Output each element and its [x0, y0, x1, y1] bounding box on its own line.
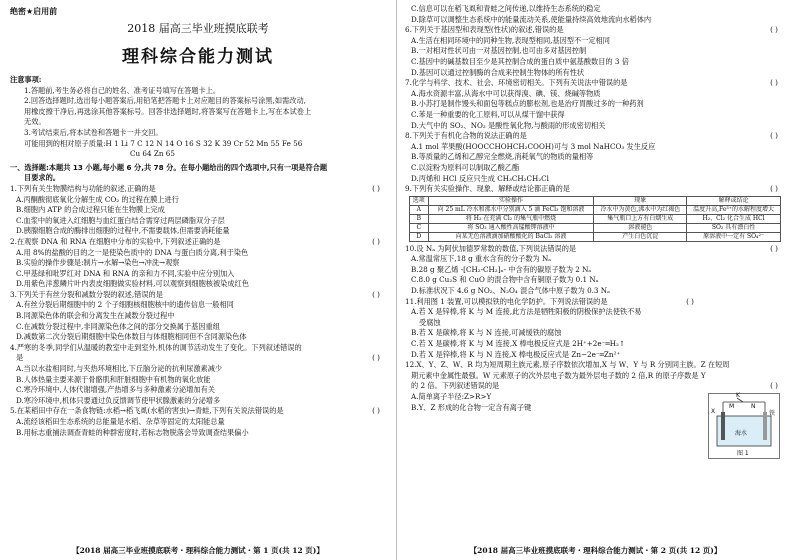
option: C.血浆中的氧进入红细胞与血红蛋白结合需穿过两层磷脂双分子层: [16, 215, 225, 225]
section-heading-cont: 目要求的。: [24, 173, 60, 183]
option: A.1 mol 苹果酸(HOOCCHOHCH₂COOH)可与 3 mol NaHCO₃ 发生反应: [411, 141, 656, 151]
table-cell: D: [410, 232, 429, 241]
paper-title: 理科综合能力测试: [122, 47, 274, 67]
electrode-label-fe: 铁: [769, 410, 776, 417]
option: C.基因中的碱基数目至少是其控制合成的蛋白质中氨基酸数目的 3 倍: [411, 56, 629, 66]
option: 是: [16, 353, 24, 363]
question-stem: 9.下列有关实验操作、现象、解释或结论都正确的是: [405, 184, 570, 194]
question-9: [405, 184, 784, 242]
option: B.同源染色体的联会和分离发生在减数分裂过程中: [16, 311, 175, 321]
option: D.基因可以通过控制酶的合成来控制生物体的所有性状: [411, 67, 585, 77]
option: B.小苏打是制作馒头和面包等糕点的膨松剂,也是治疗胃酸过多的一种药剂: [411, 99, 644, 109]
answer-paren: ( ): [770, 243, 778, 253]
option: A.若 X 是锌棒,将 K 与 M 连接,此方法是牺牲阳极的阴极保护法使铁不易: [411, 307, 642, 317]
question-11: [405, 297, 784, 361]
question-stem: 5.在某稻田中存在一条食物链:水稻→稻飞虱(水稻的害虫)→青蛙,下列有关说法错误的是: [10, 406, 284, 416]
option: B.28 g 聚乙烯 -[CH₂-CH₂]ₙ- 中含有的碳原子数为 2 Nₐ: [411, 264, 592, 274]
option: A.用 8%的盐酸的目的之一是使染色质中的 DNA 与蛋白质分离,利于染色: [16, 247, 249, 257]
question-stem: 10.设 Nₐ 为阿伏加德罗常数的数值,下列说法错误的是: [405, 243, 577, 253]
table-cell: 将 H₂ 在充满 Cl₂ 的集气瓶中燃烧: [428, 214, 594, 223]
option: C.8.0 g Cu₂S 和 CuO 的混合物中含有铜原子数为 0.1 Nₐ: [411, 275, 599, 285]
answer-paren: ( ): [372, 289, 380, 299]
option: B.用标志重捕法调查青蛙的种群密度时,若标志物脱落会导致调查结果偏小: [16, 427, 249, 437]
option: B.人体热量主要来源于骨骼肌和肝脏细胞中有机物的氧化放能: [16, 374, 211, 384]
table-cell: 产生白色沉淀: [594, 232, 687, 241]
question-stem: 2.在观察 DNA 和 RNA 在细胞中分布的实验中,下列叙述正确的是: [10, 236, 221, 246]
table-header: 现象: [594, 196, 687, 205]
option: D.标准状况下 4.6 g NO₂、N₂O₄ 混合气体中原子数为 0.3 Nₐ: [411, 286, 610, 296]
option: B.若 X 是碳棒,将 K 与 N 连接,可减缓铁的腐蚀: [411, 328, 562, 338]
option: C.在减数分裂过程中,非同源染色体之间的部分交换属于基因重组: [16, 321, 220, 331]
option: C.以淀粉为原料可以制取乙酸乙酯: [411, 162, 520, 172]
table-cell: B: [410, 214, 429, 223]
option: C.苯是一种重要的化工原料,可以从煤干馏中获得: [411, 109, 565, 119]
table-row: [410, 214, 781, 223]
option: B.实验的操作步骤是:制片→水解→染色→冲洗→观察: [16, 258, 180, 268]
option: C.信息可以在稻飞虱和青蛙之间传递,以维持生态系统的稳定: [411, 4, 601, 13]
table-cell: SO₂ 具有漂白性: [687, 223, 781, 232]
table-cell: 将 SO₂ 通入酸性高锰酸钾溶液中: [428, 223, 594, 232]
question-2: [10, 237, 386, 290]
electrode-label-x: X: [711, 408, 716, 415]
answer-paren: ( ): [770, 78, 778, 88]
option: D.减数第二次分裂后期细胞中染色体数目与体细胞相同但不含同源染色体: [16, 332, 247, 342]
question-stem: 7.化学与科学、技术、社会、环境密切相关。下列有关说法中错误的是: [405, 78, 628, 88]
answer-paren: ( ): [770, 184, 778, 194]
table-header: 实验操作: [428, 196, 594, 205]
option: C.甲基绿和吡罗红对 DNA 和 RNA 的亲和力不同,实验中应分别加入: [16, 268, 235, 278]
option: A.有丝分裂后期细胞中的 2 个子细胞核细胞核中的遗传信息一般相同: [16, 300, 234, 310]
atomic-mass-line: Cu 64 Zn 65: [130, 149, 175, 159]
table-cell: 向 25 mL 冷水和沸水中分别滴入 5 滴 FeCl₃ 饱和溶液: [428, 205, 594, 214]
secret-label: 绝密★启用前: [10, 7, 58, 16]
question-6: [405, 25, 784, 78]
experiment-table: [409, 196, 781, 242]
option: D.丙烯和 HCl 反应只生成 CH₃CH₂CH₂Cl: [411, 173, 549, 183]
option: C.寒冷环境中,人体代谢增强,产热增多与多种激素分泌增加有关: [16, 385, 215, 395]
question-4: [10, 343, 386, 407]
answer-paren: ( ): [372, 353, 380, 363]
question-stem: 6.下列关于基因型和表现型(性状)的叙述,错误的是: [405, 25, 564, 35]
notice-heading: 注意事项:: [10, 75, 42, 84]
exam-name: 2018 届高三毕业班摸底联考: [127, 22, 269, 35]
question-stem: 4.严寒的冬季,同学们从温暖的教室中走到室外,机体的调节活动发生了变化。下列叙述错误的: [10, 342, 302, 352]
atomic-mass-line: 可能用到的相对原子质量:H 1 Li 7 C 12 N 14 O 16 S 32 K 39 Cr 52 Mn 55 Fe 56: [24, 138, 303, 148]
terminal-label-m: M: [729, 403, 735, 410]
table-cell: 向某无色溶液滴加硝酸酸化的 BaCl₂ 溶液: [428, 232, 594, 241]
figure-1-electrolysis: [708, 393, 780, 459]
question-stem: 8.下列关于有机化合物的说法正确的是: [405, 131, 527, 141]
option: A.丙酮酸彻底氧化分解生成 CO₂ 的过程在膜上进行: [16, 194, 179, 204]
answer-paren: ( ): [372, 183, 380, 193]
question-stem-cont: 的 2 倍。下列叙述错误的是: [411, 381, 500, 391]
answer-paren: ( ): [372, 406, 380, 416]
option: D.寒冷环境中,机体只要通过负反馈调节使甲状腺激素的分泌增多: [16, 395, 221, 405]
question-3: [10, 290, 386, 343]
table-row: [410, 223, 781, 232]
electrolyte-label: 海水: [735, 430, 748, 437]
notice-line: 1.答题前,考生务必将自己的姓名、准考证号填写在答题卡上。: [24, 85, 221, 95]
option: A.常温常压下,18 g 重水含有的分子数为 Nₐ: [411, 254, 552, 264]
question-stem: 3.下列关于有丝分裂和减数分裂的叙述,错误的是: [10, 289, 163, 299]
section-heading: 一、选择题:本题共 13 小题,每小题 6 分,共 78 分。在每小题给出的四个选项中,只有一项是符合题: [10, 162, 328, 172]
option: A.当以水盐相同时,与夹热环境相比,下丘脑分泌的抗利尿激素减少: [16, 364, 223, 374]
question-stem-cont: 期元素中金属性最强。W 元素原子的次外层电子数为最外层电子数的 2 倍,R 的原子序数是 Y: [411, 370, 706, 380]
option: B.一对相对性状可由一对基因控制,也可由多对基因控制: [411, 46, 587, 56]
notice-line: 3.考试结束后,将本试卷和答题卡一并交回。: [24, 127, 163, 137]
table-cell: A: [410, 205, 429, 214]
notice-line: 2.回答选择题时,选出每小题答案后,用铅笔把答题卡上对应题目的答案标号涂黑,如需改动,: [24, 96, 306, 106]
option: D.用紫色洋葱鳞片叶内表皮细胞做实验材料,可以观察到细胞核被染成红色: [16, 279, 249, 289]
question-8: [405, 131, 784, 184]
switch-label-k: K: [736, 392, 740, 399]
answer-paren: ( ): [770, 131, 778, 141]
question-7: [405, 78, 784, 131]
notice-line: 无效。: [24, 117, 46, 127]
option: B.Y、Z 形成的化合物一定含有离子键: [411, 402, 532, 412]
option: D.大气中的 SO₂、NO₂ 是酸性氧化物,与酸雨的形成密切相关: [411, 120, 606, 130]
answer-paren: ( ): [372, 236, 380, 246]
page-footer: 【2018 届高三毕业班摸底联考・理科综合能力测试・第 1 页(共 12 页)】: [72, 546, 324, 555]
option: A.流经该稻田生态系统的总能量是水稻、杂草等固定的太阳能总量: [16, 417, 225, 426]
figure-caption: 图 1: [737, 450, 749, 457]
answer-paren: ( ): [770, 381, 778, 391]
answer-paren: ( ): [686, 296, 694, 306]
option: D.胰腺细胞合成的酶排出细胞的过程中,不需要载体,但需要消耗能量: [16, 226, 230, 236]
table-cell: 溶液褪色: [594, 223, 687, 232]
question-1: [10, 184, 386, 237]
option: C.若 X 是碳棒,将 K 与 M 连接,X 棒电极反应式是 2H⁺+2e⁻═H₂↑: [411, 339, 625, 349]
table-cell: 集气瓶口上方有白烟生成: [594, 214, 687, 223]
table-cell: C: [410, 223, 429, 232]
table-header-row: [410, 196, 781, 205]
question-5: [10, 406, 386, 438]
option: B.细胞内 ATP 的合成过程只能在生物膜上完成: [16, 205, 165, 215]
table-cell: H₂、Cl₂ 化合生成 HCl: [687, 214, 781, 223]
question-stem: 1.下列有关生物膜结构与功能的叙述,正确的是: [10, 183, 156, 193]
table-header: 解释或结论: [687, 196, 781, 205]
question-stem: 12.X、Y、Z、W、R 均为短周期主族元素,原子序数依次增加,X 与 W、Y 与 R 分别同主族。Z 在短周: [405, 360, 730, 370]
answer-paren: ( ): [770, 25, 778, 35]
option: D.若 X 是锌棒,将 K 与 N 连接,X 棒电极反应式是 Zn−2e⁻═Zn²⁺: [411, 349, 621, 359]
table-row: [410, 232, 781, 241]
question-stem: 11.利用图 1 装置,可以模拟铁的电化学防护。下列说法错误的是: [405, 296, 608, 306]
table-header: 选项: [410, 196, 429, 205]
option: B.等质量的乙烯和乙醇完全燃烧,消耗氧气的物质的量相等: [411, 152, 594, 162]
option: A.海水资源丰富,从海水中可以获得溴、碘、镁、烧碱等物质: [411, 88, 601, 98]
table-cell: 冷水中为黄色,沸水中为红褐色: [594, 205, 687, 214]
option: A.简单离子半径:Z>R>Y: [411, 392, 492, 401]
table-cell: 原溶液中一定有 SO₄²⁻: [687, 232, 781, 241]
terminal-label-n: N: [751, 403, 756, 410]
page-right: [397, 0, 794, 560]
table-cell: 温度升高,Fe³⁺的水解程度增大: [687, 205, 781, 214]
option: 受腐蚀: [419, 317, 441, 327]
page-footer: 【2018 届高三毕业班摸底联考・理科综合能力测试・第 2 页(共 12 页)】: [469, 546, 722, 555]
table-row: [410, 205, 781, 214]
option: D.除草可以调整生态系统中的能量流动关系,使能量持续高效地流向水稻体内: [411, 14, 652, 24]
option: A.生活在相同环境中的同种生物,表现型相同,基因型不一定相同: [411, 35, 610, 45]
notice-line: 用橡皮擦干净后,再选涂其他答案标号。回答非选择题时,将答案写在答题卡上,写在本试卷上: [24, 106, 312, 116]
question-10: [405, 244, 784, 297]
